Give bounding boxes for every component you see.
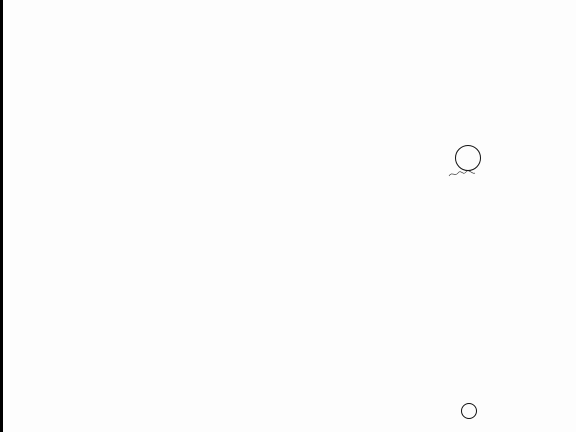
signature (448, 170, 476, 178)
essco-logo (455, 145, 481, 171)
sheet-edge (0, 0, 3, 432)
firm-logo (461, 403, 477, 419)
